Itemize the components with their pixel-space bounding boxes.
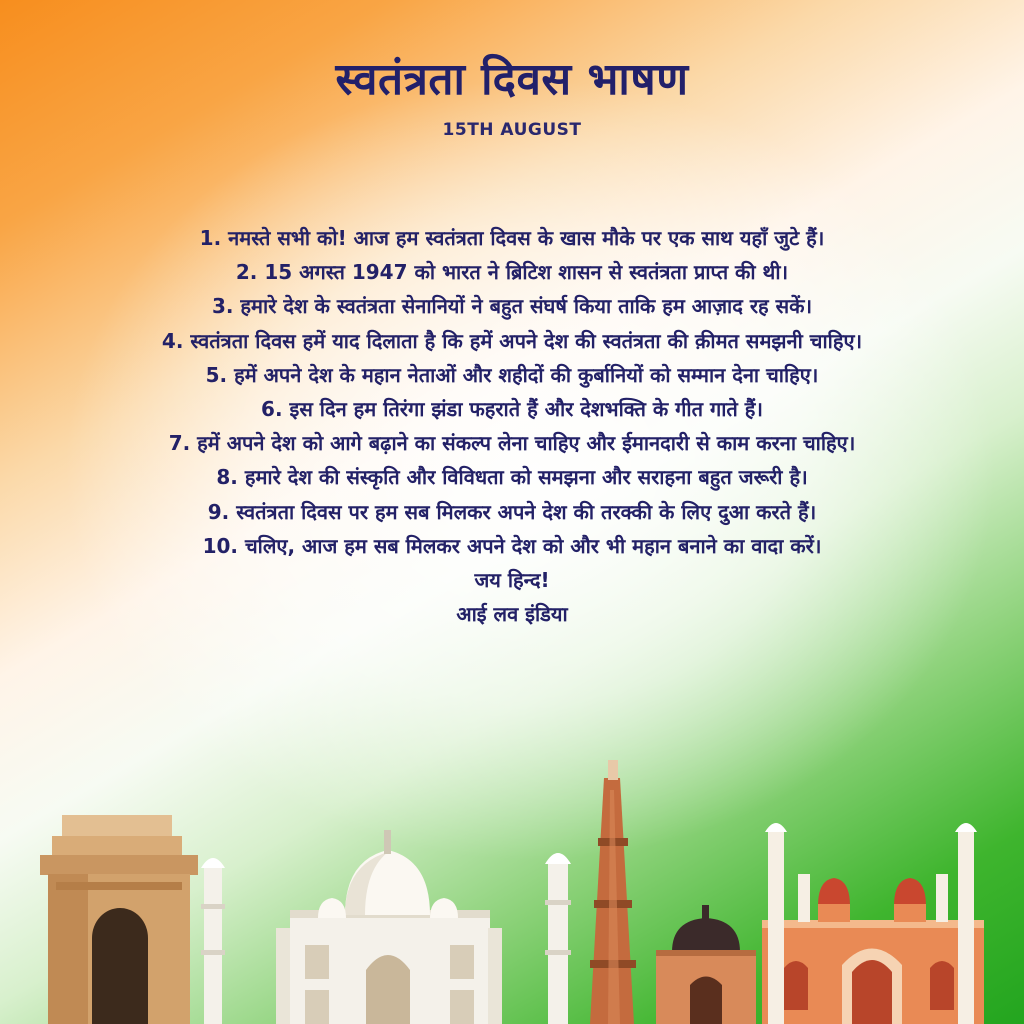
speech-line-1: 1. नमस्ते सभी को! आज हम स्वतंत्रता दिवस के खास मौके पर एक साथ यहाँ जुटे हैं। [199,226,825,250]
speech-line-2: 2. 15 अगस्त 1947 को भारत ने ब्रिटिश शासन से स्वतंत्रता प्राप्त की थी। [235,260,789,285]
speech-line-10: 10. चलिए, आज हम सब मिलकर अपने देश को और भी महान बनाने का वादा करें। [202,533,822,558]
tomb-icon [656,905,756,1024]
closing-jai-hind: जय हिन्द! [474,568,550,593]
speech-line-3: 3. हमारे देश के स्वतंत्रता सेनानियों ने बहुत संघर्ष किया ताकि हम आज़ाद रह सकें। [211,294,813,319]
closing-i-love-india: आई लव इंडिया [456,602,568,627]
speech-line-9: 9. स्वतंत्रता दिवस पर हम सब मिलकर अपने देश की तरक्की के लिए दुआ करते हैं। [207,499,817,524]
qutub-minar-icon [590,760,636,1024]
speech-line-7: 7. हमें अपने देश को आगे बढ़ाने का संकल्प लेना चाहिए और ईमानदारी से काम करना चाहिए। [168,431,856,456]
speech-line-8: 8. हमारे देश की संस्कृति और विविधता को समझना और सराहना बहुत जरूरी है। [216,465,808,490]
speech-line-6: 6. इस दिन हम तिरंगा झंडा फहराते हैं और देशभक्ति के गीत गाते हैं। [261,397,763,422]
minaret-left-icon [201,858,225,1024]
speech-text [0,221,1024,631]
monuments-illustration [0,740,1024,1024]
taj-mahal-icon [276,830,502,1024]
page-subtitle: 15TH AUGUST [442,120,582,140]
minaret-right-icon [545,853,571,1024]
red-fort-icon [762,823,984,1024]
speech-line-4: 4. स्वतंत्रता दिवस हमें याद दिलाता है कि हमें अपने देश की स्वतंत्रता की क़ीमत समझनी चाहिए। [161,328,863,353]
speech-line-5: 5. हमें अपने देश के महान नेताओं और शहीदों की कुर्बानियों को सम्मान देना चाहिए। [205,362,819,387]
india-gate-icon [40,815,198,1024]
page-title: स्वतंत्रता दिवस भाषण [335,54,689,105]
